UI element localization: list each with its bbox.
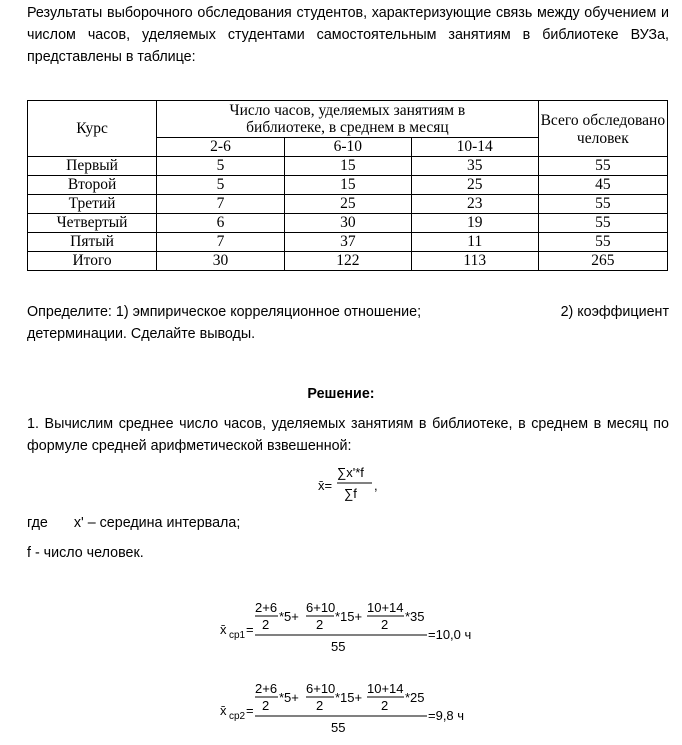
hours-header: Число часов, уделяемых занятиям в библиотеке, в среднем в месяц [157, 101, 539, 138]
term-numerator: 2+6 [255, 681, 278, 696]
calc-equals: = [246, 703, 254, 718]
term-denominator: 2 [316, 698, 324, 713]
course-cell: Четвертый [28, 214, 157, 233]
total-cell: 265 [538, 252, 667, 271]
table-row [28, 157, 668, 176]
calc-lhs: x̄ [220, 622, 227, 637]
task-line-continuation: детерминации. Сделайте выводы. [27, 326, 256, 342]
calc-result: =9,8 ч [428, 708, 465, 723]
formula-comma: , [374, 478, 378, 493]
x-description: x' – середина интервала; [73, 515, 241, 531]
calc-result: =10,0 ч [428, 627, 472, 642]
table-row [28, 233, 668, 252]
step-1-paragraph: 1. Вычислим среднее число часов, уделяемых занятиям в библиотеке, в среднем в месяц по формуле средней арифметической взвешенной: [27, 416, 669, 454]
interval-header: 6-10 [284, 138, 411, 157]
value-cell: 15 [284, 157, 411, 176]
table-header-row [28, 101, 668, 138]
table-row [28, 214, 668, 233]
calculation-course-2 [220, 675, 490, 745]
table-row [28, 176, 668, 195]
calc-equals: = [246, 622, 254, 637]
calc-lhs: x̄ [220, 703, 227, 718]
course-cell: Первый [28, 157, 157, 176]
value-cell: 30 [284, 214, 411, 233]
course-cell: Итого [28, 252, 157, 271]
calc-subscript: ср2 [229, 711, 246, 722]
term-multiplier: *15+ [335, 690, 363, 705]
calc-denominator: 55 [331, 720, 346, 735]
course-cell: Второй [28, 176, 157, 195]
term-denominator: 2 [381, 617, 389, 632]
calc-subscript: ср1 [229, 630, 246, 641]
intro-paragraph: Результаты выборочного обследования студентов, характеризующие связь между обучением и числом часов, уделяемых студентами самостоятельным занятиям в библиотеке ВУЗа, представлены в таблице: [27, 5, 669, 65]
term-multiplier: *15+ [335, 609, 363, 624]
value-cell: 35 [411, 157, 538, 176]
value-cell: 15 [284, 176, 411, 195]
mean-formula [318, 463, 398, 509]
term-denominator: 2 [262, 617, 270, 632]
calculation-course-1 [220, 594, 490, 664]
formula-numerator: ∑x'*f [337, 465, 364, 480]
task-part-2: 2) коэффициент [560, 304, 669, 320]
term-denominator: 2 [262, 698, 270, 713]
value-cell: 113 [411, 252, 538, 271]
task-part-1: Определите: 1) эмпирическое корреляционное отношение; [27, 304, 422, 320]
term-denominator: 2 [381, 698, 389, 713]
formula-lhs: x̄= [318, 478, 333, 493]
term-multiplier: *25 [405, 690, 425, 705]
value-cell: 122 [284, 252, 411, 271]
term-multiplier: *5+ [279, 609, 299, 624]
value-cell: 6 [157, 214, 285, 233]
survey-table [27, 100, 668, 271]
formula-denominator: ∑f [344, 486, 357, 501]
value-cell: 19 [411, 214, 538, 233]
value-cell: 25 [411, 176, 538, 195]
course-header: Курс [28, 101, 157, 157]
term-denominator: 2 [316, 617, 324, 632]
table-row-total [28, 252, 668, 271]
total-cell: 55 [538, 214, 667, 233]
term-multiplier: *5+ [279, 690, 299, 705]
total-cell: 55 [538, 157, 667, 176]
value-cell: 30 [157, 252, 285, 271]
value-cell: 7 [157, 233, 285, 252]
value-cell: 11 [411, 233, 538, 252]
term-numerator: 2+6 [255, 600, 278, 615]
term-numerator: 6+10 [306, 600, 336, 615]
table-row [28, 195, 668, 214]
course-cell: Пятый [28, 233, 157, 252]
value-cell: 23 [411, 195, 538, 214]
term-numerator: 10+14 [367, 600, 404, 615]
value-cell: 37 [284, 233, 411, 252]
term-numerator: 10+14 [367, 681, 404, 696]
total-header: Всего обследовано человек [538, 101, 667, 157]
term-numerator: 6+10 [306, 681, 336, 696]
interval-header: 10-14 [411, 138, 538, 157]
where-label: где [27, 515, 48, 531]
interval-header: 2-6 [157, 138, 285, 157]
value-cell: 25 [284, 195, 411, 214]
calc-denominator: 55 [331, 639, 346, 654]
total-cell: 55 [538, 195, 667, 214]
f-description: f - число человек. [27, 545, 144, 561]
solution-title: Решение: [307, 386, 375, 402]
course-cell: Третий [28, 195, 157, 214]
term-multiplier: *35 [405, 609, 425, 624]
value-cell: 7 [157, 195, 285, 214]
where-line [27, 512, 240, 534]
value-cell: 5 [157, 176, 285, 195]
total-cell: 45 [538, 176, 667, 195]
value-cell: 5 [157, 157, 285, 176]
total-cell: 55 [538, 233, 667, 252]
